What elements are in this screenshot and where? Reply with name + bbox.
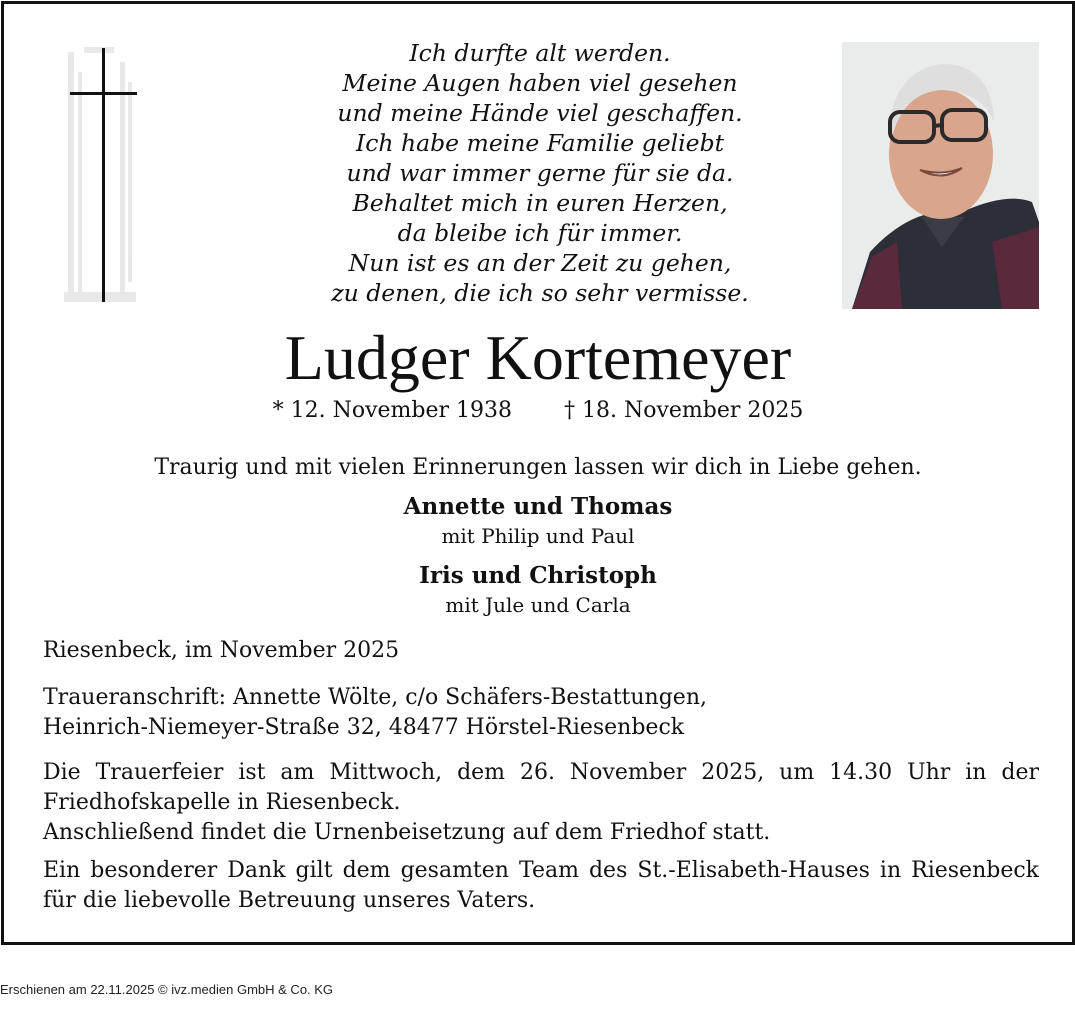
poem-line: zu denen, die ich so sehr vermisse. (331, 279, 749, 307)
poem-line: Nun ist es an der Zeit zu gehen, (348, 249, 732, 277)
portrait-photo (842, 42, 1039, 309)
address-line: Traueranschrift: Annette Wölte, c/o Schäfers-Bestattungen, (43, 685, 707, 710)
family-names: Iris und Christoph (419, 562, 657, 589)
deceased-name: Ludger Kortemeyer (284, 322, 792, 393)
intro-text: Traurig und mit vielen Erinnerungen lassen wir dich in Liebe gehen. (154, 455, 922, 480)
family-names: Annette und Thomas (403, 493, 673, 520)
poem-line: da bleibe ich für immer. (397, 219, 683, 247)
poem-line: und war immer gerne für sie da. (346, 159, 734, 187)
life-dates (4, 396, 1072, 426)
poem (234, 38, 846, 308)
ceremony-line: Anschließend findet die Urnenbeisetzung auf dem Friedhof statt. (43, 820, 771, 845)
poem-line: und meine Hände viel geschaffen. (337, 99, 743, 127)
ceremony-line: Die Trauerfeier ist am Mittwoch, dem 26. November 2025, um 14.30 Uhr in der Friedhofskapelle in Riesenbeck. (43, 760, 1039, 815)
address-line: Heinrich-Niemeyer-Straße 32, 48477 Hörstel-Riesenbeck (43, 715, 685, 740)
family-children: mit Philip und Paul (441, 524, 635, 548)
publication-footer: Erschienen am 22.11.2025 © ivz.medien GmbH & Co. KG (0, 982, 334, 997)
family-group (4, 491, 1072, 549)
poem-line: Behaltet mich in euren Herzen, (352, 189, 728, 217)
birth-date: * 12. November 1938 (272, 398, 512, 423)
family-children: mit Jule und Carla (445, 593, 631, 617)
obituary-card (1, 1, 1075, 945)
thanks-text: Ein besonderer Dank gilt dem gesamten Team des St.-Elisabeth-Hauses in Riesenbeck für die liebevolle Betreuung unseres Vaters. (43, 858, 1039, 913)
family-group (4, 560, 1072, 618)
death-date: † 18. November 2025 (564, 398, 804, 423)
mourning-address (43, 683, 1039, 743)
poem-line: Meine Augen haben viel gesehen (342, 69, 738, 97)
poem-line: Ich durfte alt werden. (409, 39, 671, 67)
cross-icon (64, 42, 144, 314)
place-date: Riesenbeck, im November 2025 (43, 638, 400, 663)
poem-line: Ich habe meine Familie geliebt (355, 129, 725, 157)
ceremony-info (43, 758, 1039, 848)
